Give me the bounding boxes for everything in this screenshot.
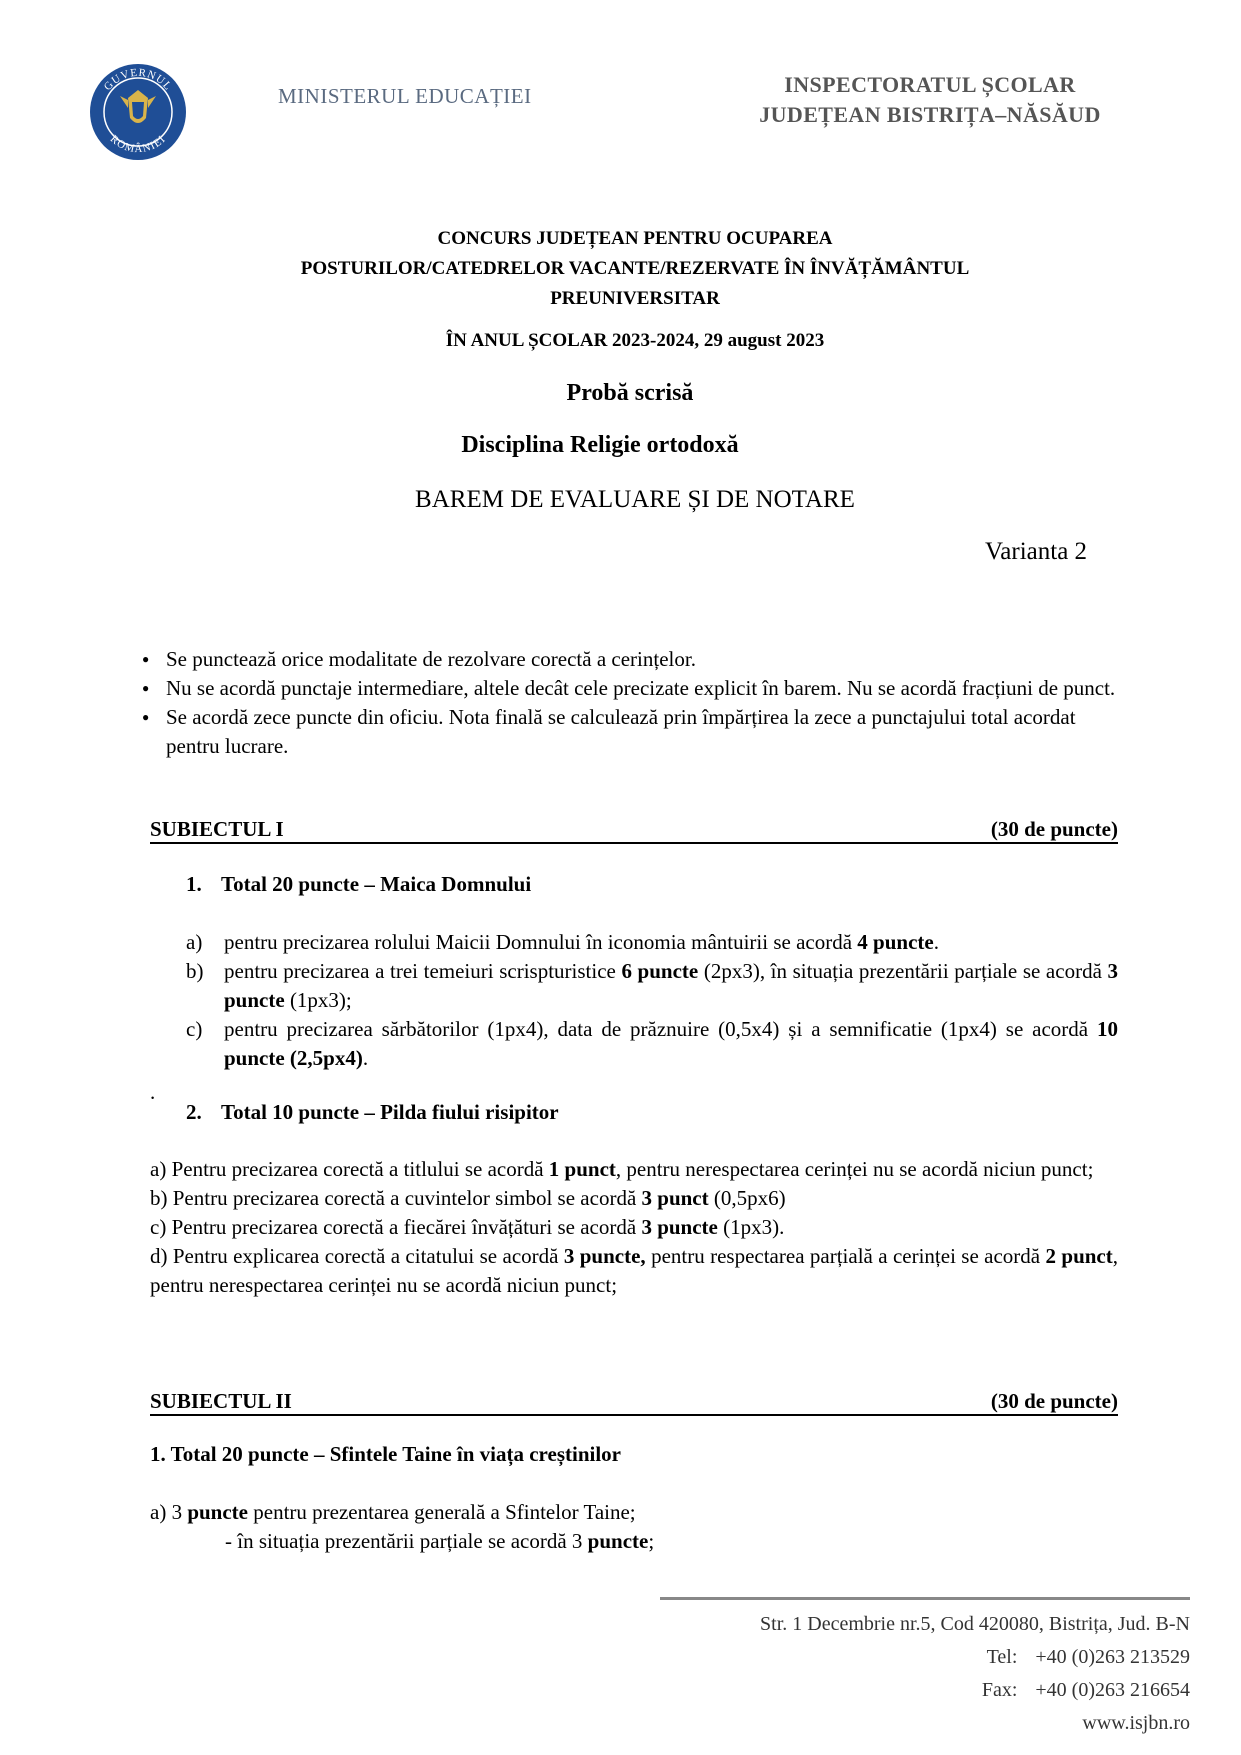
seal-text-bottom: ROMÂNIEI	[107, 133, 169, 156]
stray-dot: .	[150, 1080, 156, 1104]
criterion-label: c)	[186, 1017, 203, 1041]
inspectorate-line-1: INSPECTORATUL ȘCOLAR	[784, 72, 1076, 97]
subject-2-title: SUBIECTUL II	[150, 1389, 292, 1413]
variant-label: Varianta 2	[985, 538, 1088, 565]
criterion-text: pentru precizarea rolului Maicii Domnului în iconomia mântuirii se acordă 4 puncte.	[224, 930, 939, 954]
item-title: Total 10 puncte – Pilda fiului risipitor	[221, 1100, 559, 1124]
contest-title	[130, 224, 1140, 314]
subject-1-item-1-title	[186, 872, 531, 897]
contest-title-line-3: PREUNIVERSITAR	[550, 288, 720, 309]
subject-1-item-2-criteria	[150, 1155, 1118, 1300]
subject-2-points: (30 de puncte)	[990, 1389, 1118, 1413]
seal-text-top: GUVERNUL	[101, 66, 175, 94]
contest-title-line-1: CONCURS JUDEȚEAN PENTRU OCUPAREA	[437, 228, 833, 249]
criterion-c: c) Pentru precizarea corectă a fiecărei învățături se acordă 3 puncte (1px3).	[150, 1215, 785, 1239]
footer-tel: Tel: +40 (0)263 213529	[986, 1646, 1190, 1668]
footer-address: Str. 1 Decembrie nr.5, Cod 420080, Bistrița, Jud. B-N	[760, 1613, 1190, 1635]
subject-2-item-1-title: 1. Total 20 puncte – Sfintele Taine în viața creștinilor	[150, 1442, 621, 1466]
subject-1-item-1-criteria	[186, 928, 1118, 1073]
criterion-a: a) Pentru precizarea corectă a titlului se acordă 1 punct, pentru nerespectarea cerinței nu se acordă niciun punct;	[150, 1157, 1094, 1181]
ministry-name: MINISTERUL EDUCAȚIEI	[278, 84, 532, 108]
subject-1-title: SUBIECTUL I	[150, 817, 284, 841]
rule-item: ● Se punctează orice modalitate de rezolvare corectă a cerințelor.	[140, 645, 1120, 674]
rule-item: ● Nu se acordă punctaje intermediare, altele decât cele precizate explicit în barem. Nu se acordă fracțiuni de punct.	[140, 674, 1120, 703]
subject-2-header	[150, 1388, 1118, 1416]
item-number: 2.	[186, 1100, 202, 1124]
criterion-label: b)	[186, 959, 204, 983]
general-rules	[140, 645, 1120, 761]
subject-1-item-2-title	[186, 1100, 559, 1125]
item-number: 1.	[186, 872, 202, 896]
footer-contact	[660, 1608, 1190, 1740]
document-title: BAREM DE EVALUARE ȘI DE NOTARE	[415, 486, 855, 513]
subject-2-item-1-criteria	[150, 1498, 1118, 1556]
footer-fax: Fax: +40 (0)263 216654	[981, 1679, 1190, 1701]
discipline: Disciplina Religie ortodoxă	[461, 432, 739, 458]
inspectorate-line-2: JUDEȚEAN BISTRIȚA–NĂSĂUD	[759, 102, 1101, 127]
contest-title-line-2: POSTURILOR/CATEDRELOR VACANTE/REZERVATE ÎN ÎNVĂȚĂMÂNTUL	[300, 258, 970, 279]
criterion-text: pentru precizarea a trei temeiuri scrispturistice 6 puncte (2px3), în situația prezentării parțiale se acordă 3 puncte (1px3);	[224, 959, 1118, 1012]
government-seal-icon	[88, 62, 188, 162]
footer-website: www.isjbn.ro	[1082, 1712, 1190, 1734]
criterion-b	[186, 957, 1118, 1015]
criterion-label: a)	[186, 930, 203, 954]
subject-1-header	[150, 816, 1118, 844]
criterion-a	[186, 928, 1118, 957]
inspectorate-name	[740, 70, 1120, 130]
criterion-a: a) 3 puncte pentru prezentarea generală a Sfintelor Taine;	[150, 1500, 636, 1524]
criterion-c	[186, 1015, 1118, 1073]
footer-divider	[660, 1597, 1190, 1600]
subject-1-points: (30 de puncte)	[990, 817, 1118, 841]
rule-item: ● Se acordă zece puncte din oficiu. Nota finală se calculează prin împărțirea la zece a punctajului total acordat pentru lucrare.	[140, 703, 1120, 761]
exam-type: Probă scrisă	[566, 380, 694, 406]
criterion-d: d) Pentru explicarea corectă a citatului se acordă 3 puncte, pentru respectarea parțială a cerinței se acordă 2 punct, pentru nerespectarea cerinței nu se acordă niciun punct;	[150, 1244, 1119, 1297]
item-title: Total 20 puncte – Maica Domnului	[221, 872, 532, 896]
criterion-a-sub: - în situația prezentării parțiale se acordă 3 puncte;	[225, 1529, 655, 1553]
criterion-text: pentru precizarea sărbătorilor (1px4), data de prăznuire (0,5x4) și a semnificatie (1px4) se acordă 10 puncte (2,5px4).	[224, 1017, 1118, 1070]
school-year: ÎN ANUL ȘCOLAR 2023-2024, 29 august 2023	[445, 330, 825, 351]
criterion-b: b) Pentru precizarea corectă a cuvintelor simbol se acordă 3 punct (0,5px6)	[150, 1186, 786, 1210]
